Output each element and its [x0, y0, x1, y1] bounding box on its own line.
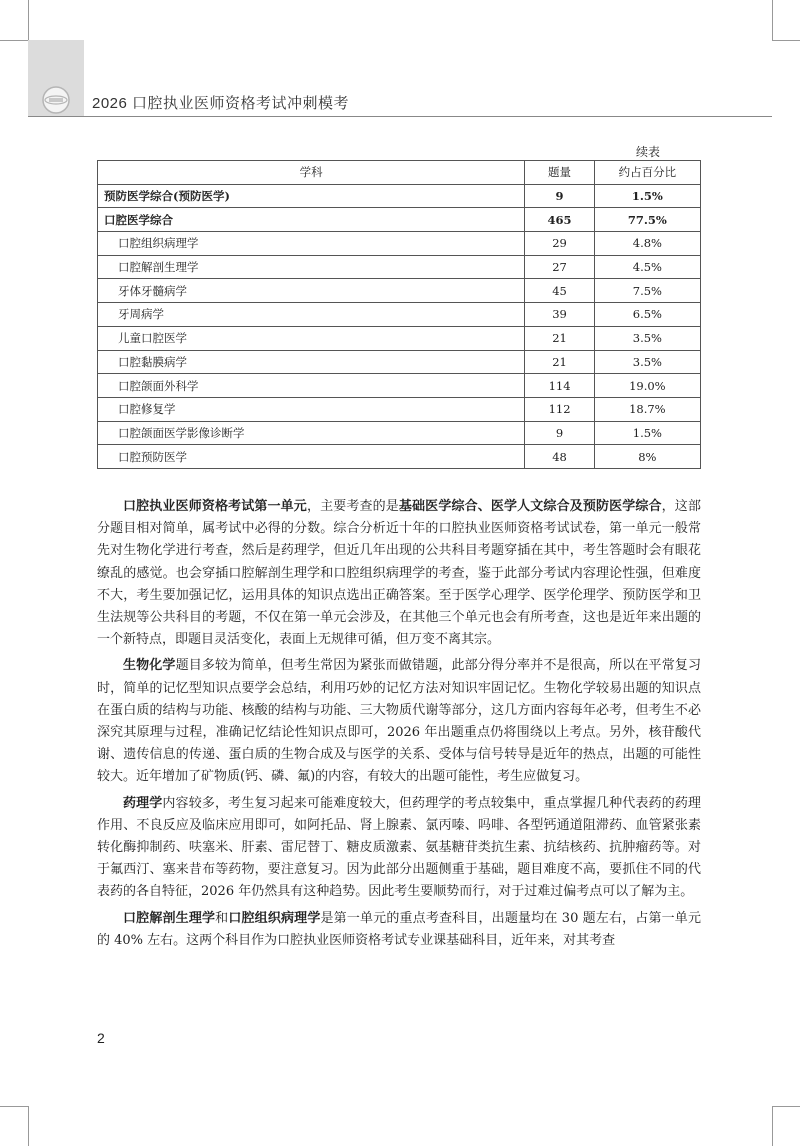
percent-cell: 77.5% [594, 208, 700, 232]
percent-cell: 19.0% [594, 374, 700, 398]
paragraph-pharmacology [97, 793, 701, 904]
count-cell: 27 [525, 255, 594, 279]
percent-cell: 4.8% [594, 232, 700, 256]
subject-table [97, 160, 701, 469]
table-header-row [98, 161, 701, 185]
crop-mark [772, 0, 773, 40]
percent-cell: 6.5% [594, 303, 700, 327]
table-row [98, 326, 701, 350]
crop-mark [772, 40, 800, 41]
subject-cell: 牙周病学 [98, 303, 525, 327]
table-row [98, 255, 701, 279]
paragraph-biochemistry [97, 655, 701, 788]
table-row [98, 421, 701, 445]
running-title: 2026 口腔执业医师资格考试冲刺模考 [92, 95, 350, 112]
crop-mark [772, 1106, 800, 1107]
paragraph-anatomy-pathology [97, 908, 701, 952]
subject-cell: 儿童口腔医学 [98, 326, 525, 350]
paragraph-text: 题目多较为简单，但考生常因为紧张而做错题，此部分得分率并不是很高，所以在平常复习时，简单的记忆型知识点要学会总结，利用巧妙的记忆方法对知识牢固记忆。生物化学较易出题的知识点在蛋白质的结构与功能、核酸的结构与功能、三大物质代谢等部分，这几方面内容每年必考，但考生不必深究其原理与过程，准确记忆结论性知识点即可，2026 年出题重点仍将围绕以上考点。另外，核苷酸代谢、遗传信息的传递、蛋白质的生物合成及与医学的关系、受体与信号转导是近年的热点，出题的可能性较大。近年增加了矿物质(钙、磷、氟)的内容，有较大的出题可能性，考生应做复习。 [97, 658, 701, 785]
crop-mark [772, 1106, 773, 1146]
percent-cell: 3.5% [594, 350, 700, 374]
paragraph-text: ，这部分题目相对简单，属考试中必得的分数。综合分析近十年的口腔执业医师资格考试试卷，第一单元一般常先对生物化学进行考查，然后是药理学，但近几年出现的公共科目考题穿插在其中，考生答题时会有眼花缭乱的感觉。也会穿插口腔解剖生理学和口腔组织病理学的考查，鉴于此部分考试内容理论性强，但难度不大，考生要加强记忆，运用具体的知识点选出正确答案。至于医学心理学、医学伦理学、预防医学和卫生法规等公共科目的考题，不仅在第一单元会涉及，在其他三个单元也会有所考查，这也是近年来出题的一个新特点，即题目灵活变化，表面上无规律可循，但万变不离其宗。 [97, 499, 701, 648]
subject-cell: 牙体牙髓病学 [98, 279, 525, 303]
page-number: 2 [97, 1030, 105, 1046]
percent-cell: 1.5% [594, 421, 700, 445]
subject-cell: 口腔颌面外科学 [98, 374, 525, 398]
emphasis: 口腔执业医师资格考试第一单元 [123, 499, 307, 514]
table-row [98, 374, 701, 398]
header-rule [28, 116, 772, 117]
subject-cell: 口腔修复学 [98, 397, 525, 421]
count-cell: 21 [525, 326, 594, 350]
table-row [98, 303, 701, 327]
subject-cell: 口腔预防医学 [98, 445, 525, 469]
table-row [98, 279, 701, 303]
table-row [98, 208, 701, 232]
paragraph-unit-one [97, 496, 701, 651]
crop-mark [28, 0, 29, 40]
count-cell: 114 [525, 374, 594, 398]
emphasis: 基础医学综合、医学人文综合及预防医学综合 [398, 499, 662, 514]
body-text [97, 496, 701, 956]
count-cell: 29 [525, 232, 594, 256]
emphasis: 口腔解剖生理学 [123, 910, 216, 926]
paragraph-text: 内容较多，考生复习起来可能难度较大，但药理学的考点较集中，重点掌握几种代表药的药理作用、不良反应及临床应用即可，如阿托品、肾上腺素、氯丙嗪、吗啡、各型钙通道阻滞药、血管紧张素转化酶抑制药、呋塞米、肝素、雷尼替丁、糖皮质激素、氨基糖苷类抗生素、抗结核药、抗肿瘤药等。对于氟西汀、塞来昔布等药物，要注意复习。因为此部分出题侧重于基础，题目难度不高，要抓住不同的代表药的各自特征，2026 年仍然具有这种趋势。因此考生要顺势而行，对于过难过偏考点可以了解为主。 [97, 795, 701, 900]
percent-cell: 18.7% [594, 397, 700, 421]
percent-cell: 7.5% [594, 279, 700, 303]
count-cell: 9 [525, 184, 594, 208]
percent-cell: 3.5% [594, 326, 700, 350]
crop-mark [0, 40, 28, 41]
table-row [98, 232, 701, 256]
subject-cell: 口腔黏膜病学 [98, 350, 525, 374]
count-cell: 48 [525, 445, 594, 469]
paragraph-text: ，主要考查的是 [306, 499, 399, 514]
table-row [98, 184, 701, 208]
table-row [98, 445, 701, 469]
subject-cell: 预防医学综合(预防医学) [98, 184, 525, 208]
percent-cell: 1.5% [594, 184, 700, 208]
column-header: 约占百分比 [594, 161, 700, 185]
subject-cell: 口腔颌面医学影像诊断学 [98, 421, 525, 445]
count-cell: 45 [525, 279, 594, 303]
emphasis: 口腔组织病理学 [228, 910, 321, 926]
count-cell: 112 [525, 397, 594, 421]
paragraph-text: 是第一单元的重点考查科目，出题量均在 30 题左右，占第一单元的 40% 左右。这两个科目作为口腔执业医师资格考试专业课基础科目，近年来，对其考查 [97, 910, 701, 948]
percent-cell: 8% [594, 445, 700, 469]
publisher-logo-icon [40, 84, 72, 116]
count-cell: 9 [525, 421, 594, 445]
count-cell: 39 [525, 303, 594, 327]
emphasis: 药理学 [123, 795, 163, 811]
crop-mark [0, 1106, 28, 1107]
subject-cell: 口腔组织病理学 [98, 232, 525, 256]
table-continued-label: 续表 [636, 145, 661, 159]
percent-cell: 4.5% [594, 255, 700, 279]
table-row [98, 350, 701, 374]
table-row [98, 397, 701, 421]
count-cell: 21 [525, 350, 594, 374]
subject-cell: 口腔医学综合 [98, 208, 525, 232]
crop-mark [28, 1106, 29, 1146]
emphasis: 生物化学 [123, 658, 176, 674]
column-header: 题量 [525, 161, 594, 185]
column-header: 学科 [98, 161, 525, 185]
subject-cell: 口腔解剖生理学 [98, 255, 525, 279]
paragraph-text: 和 [215, 910, 229, 926]
count-cell: 465 [525, 208, 594, 232]
